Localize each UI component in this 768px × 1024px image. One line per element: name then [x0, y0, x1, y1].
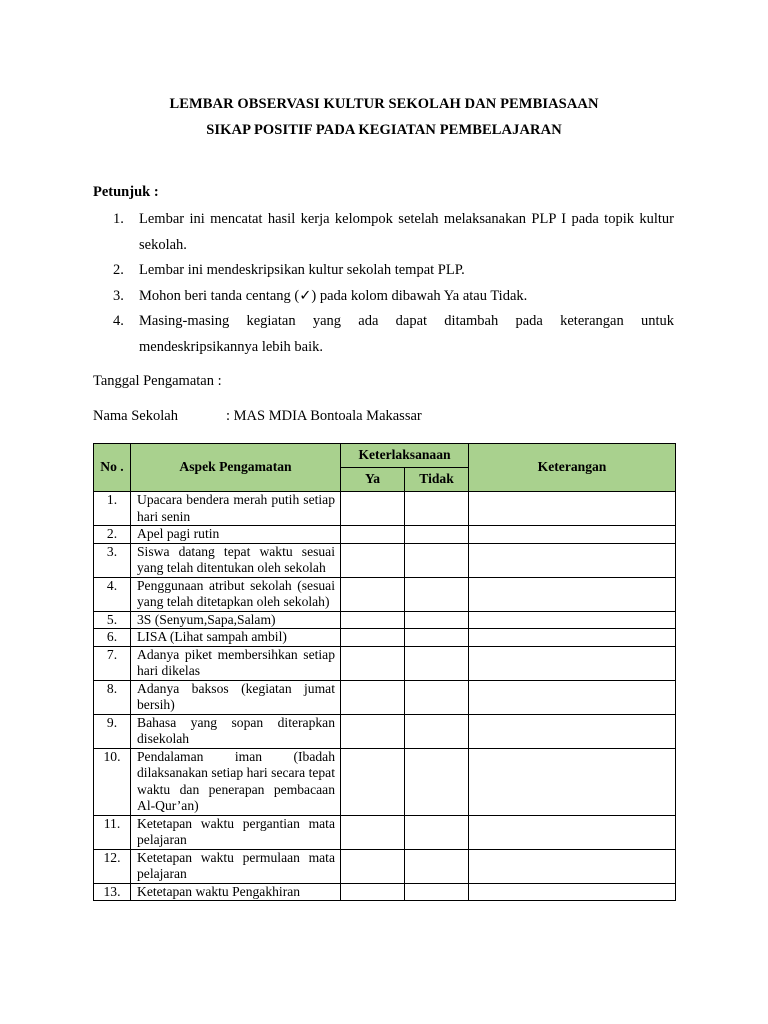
table-row — [94, 577, 676, 611]
row-aspek: Ketetapan waktu Pengakhiran — [131, 883, 341, 901]
header-keterangan: Keterangan — [469, 444, 676, 492]
keterangan-cell[interactable] — [469, 526, 676, 544]
tidak-cell[interactable] — [405, 714, 469, 748]
keterangan-cell[interactable] — [469, 680, 676, 714]
ya-cell[interactable] — [341, 492, 405, 526]
row-aspek: Penggunaan atribut sekolah (sesuai yang telah ditetapkan oleh sekolah) — [131, 577, 341, 611]
petunjuk-heading: Petunjuk : — [93, 184, 159, 200]
keterangan-cell[interactable] — [469, 748, 676, 815]
row-aspek: Siswa datang tepat waktu sesuai yang telah ditentukan oleh sekolah — [131, 543, 341, 577]
row-aspek: 3S (Senyum,Sapa,Salam) — [131, 611, 341, 629]
row-number: 3. — [94, 543, 131, 577]
document-title-line1: LEMBAR OBSERVASI KULTUR SEKOLAH DAN PEMBIASAAN — [169, 96, 599, 112]
instruction-list — [93, 207, 674, 360]
keterangan-cell[interactable] — [469, 714, 676, 748]
ya-cell[interactable] — [341, 577, 405, 611]
table-row — [94, 883, 676, 901]
tidak-cell[interactable] — [405, 577, 469, 611]
header-tidak: Tidak — [405, 468, 469, 492]
tidak-cell[interactable] — [405, 492, 469, 526]
keterangan-cell[interactable] — [469, 611, 676, 629]
tidak-cell[interactable] — [405, 629, 469, 647]
instruction-text: Lembar ini mencatat hasil kerja kelompok setelah melaksanakan PLP I pada topik kultur sekolah. — [139, 211, 674, 253]
ya-cell[interactable] — [341, 849, 405, 883]
instruction-item — [93, 284, 674, 310]
header-no: No . — [94, 444, 131, 492]
table-row — [94, 849, 676, 883]
tidak-cell[interactable] — [405, 646, 469, 680]
instruction-text: Mohon beri tanda centang (✓) pada kolom dibawah Ya atau Tidak. — [139, 287, 528, 304]
ya-cell[interactable] — [341, 883, 405, 901]
observation-table — [93, 443, 676, 901]
table-row — [94, 492, 676, 526]
ya-cell[interactable] — [341, 714, 405, 748]
row-number: 10. — [94, 748, 131, 815]
keterangan-cell[interactable] — [469, 849, 676, 883]
row-number: 12. — [94, 849, 131, 883]
keterangan-cell[interactable] — [469, 646, 676, 680]
table-row — [94, 646, 676, 680]
nama-sekolah-line — [93, 408, 422, 425]
row-number: 6. — [94, 629, 131, 647]
row-aspek: Ketetapan waktu permulaan mata pelajaran — [131, 849, 341, 883]
row-number: 1. — [94, 492, 131, 526]
tidak-cell[interactable] — [405, 815, 469, 849]
ya-cell[interactable] — [341, 646, 405, 680]
instruction-text: Lembar ini mendeskripsikan kultur sekolah tempat PLP. — [139, 262, 465, 278]
table-row — [94, 543, 676, 577]
keterangan-cell[interactable] — [469, 492, 676, 526]
table-row — [94, 748, 676, 815]
header-keterlaksanaan: Keterlaksanaan — [341, 444, 469, 468]
row-number: 7. — [94, 646, 131, 680]
row-aspek: Bahasa yang sopan diterapkan disekolah — [131, 714, 341, 748]
row-number: 5. — [94, 611, 131, 629]
ya-cell[interactable] — [341, 815, 405, 849]
instruction-number: 1. — [113, 211, 124, 227]
row-aspek: Adanya piket membersihkan setiap hari dikelas — [131, 646, 341, 680]
nama-sekolah-label: Nama Sekolah — [93, 408, 178, 424]
row-number: 2. — [94, 526, 131, 544]
table-row — [94, 611, 676, 629]
row-number: 9. — [94, 714, 131, 748]
document-title-line2: SIKAP POSITIF PADA KEGIATAN PEMBELAJARAN — [206, 122, 562, 138]
nama-sekolah-value: : MAS MDIA Bontoala Makassar — [226, 408, 422, 424]
instruction-text: Masing-masing kegiatan yang ada dapat ditambah pada keterangan untuk mendeskripsikannya lebih baik. — [139, 313, 674, 355]
table-row — [94, 680, 676, 714]
row-number: 13. — [94, 883, 131, 901]
row-aspek: Upacara bendera merah putih setiap hari senin — [131, 492, 341, 526]
row-aspek: LISA (Lihat sampah ambil) — [131, 629, 341, 647]
keterangan-cell[interactable] — [469, 883, 676, 901]
tidak-cell[interactable] — [405, 849, 469, 883]
keterangan-cell[interactable] — [469, 577, 676, 611]
row-aspek: Adanya baksos (kegiatan jumat bersih) — [131, 680, 341, 714]
table-row — [94, 714, 676, 748]
instruction-item — [93, 207, 674, 258]
keterangan-cell[interactable] — [469, 815, 676, 849]
ya-cell[interactable] — [341, 526, 405, 544]
tidak-cell[interactable] — [405, 883, 469, 901]
table-row — [94, 629, 676, 647]
tidak-cell[interactable] — [405, 611, 469, 629]
row-aspek: Pendalaman iman (Ibadah dilaksanakan setiap hari secara tepat waktu dan penerapan pembacaan Al-Qur’an) — [131, 748, 341, 815]
tidak-cell[interactable] — [405, 680, 469, 714]
row-number: 11. — [94, 815, 131, 849]
row-aspek: Apel pagi rutin — [131, 526, 341, 544]
header-ya: Ya — [341, 468, 405, 492]
instruction-item — [93, 258, 674, 284]
row-number: 8. — [94, 680, 131, 714]
instruction-number: 4. — [113, 313, 124, 329]
table-row — [94, 815, 676, 849]
ya-cell[interactable] — [341, 629, 405, 647]
row-aspek: Ketetapan waktu pergantian mata pelajaran — [131, 815, 341, 849]
ya-cell[interactable] — [341, 748, 405, 815]
tidak-cell[interactable] — [405, 748, 469, 815]
tanggal-pengamatan-label: Tanggal Pengamatan : — [93, 373, 222, 389]
ya-cell[interactable] — [341, 543, 405, 577]
table-row — [94, 526, 676, 544]
tidak-cell[interactable] — [405, 543, 469, 577]
header-aspek-pengamatan: Aspek Pengamatan — [131, 444, 341, 492]
instruction-number: 3. — [113, 287, 124, 304]
tidak-cell[interactable] — [405, 526, 469, 544]
ya-cell[interactable] — [341, 611, 405, 629]
keterangan-cell[interactable] — [469, 629, 676, 647]
ya-cell[interactable] — [341, 680, 405, 714]
instruction-number: 2. — [113, 262, 124, 278]
keterangan-cell[interactable] — [469, 543, 676, 577]
row-number: 4. — [94, 577, 131, 611]
instruction-item — [93, 309, 674, 360]
